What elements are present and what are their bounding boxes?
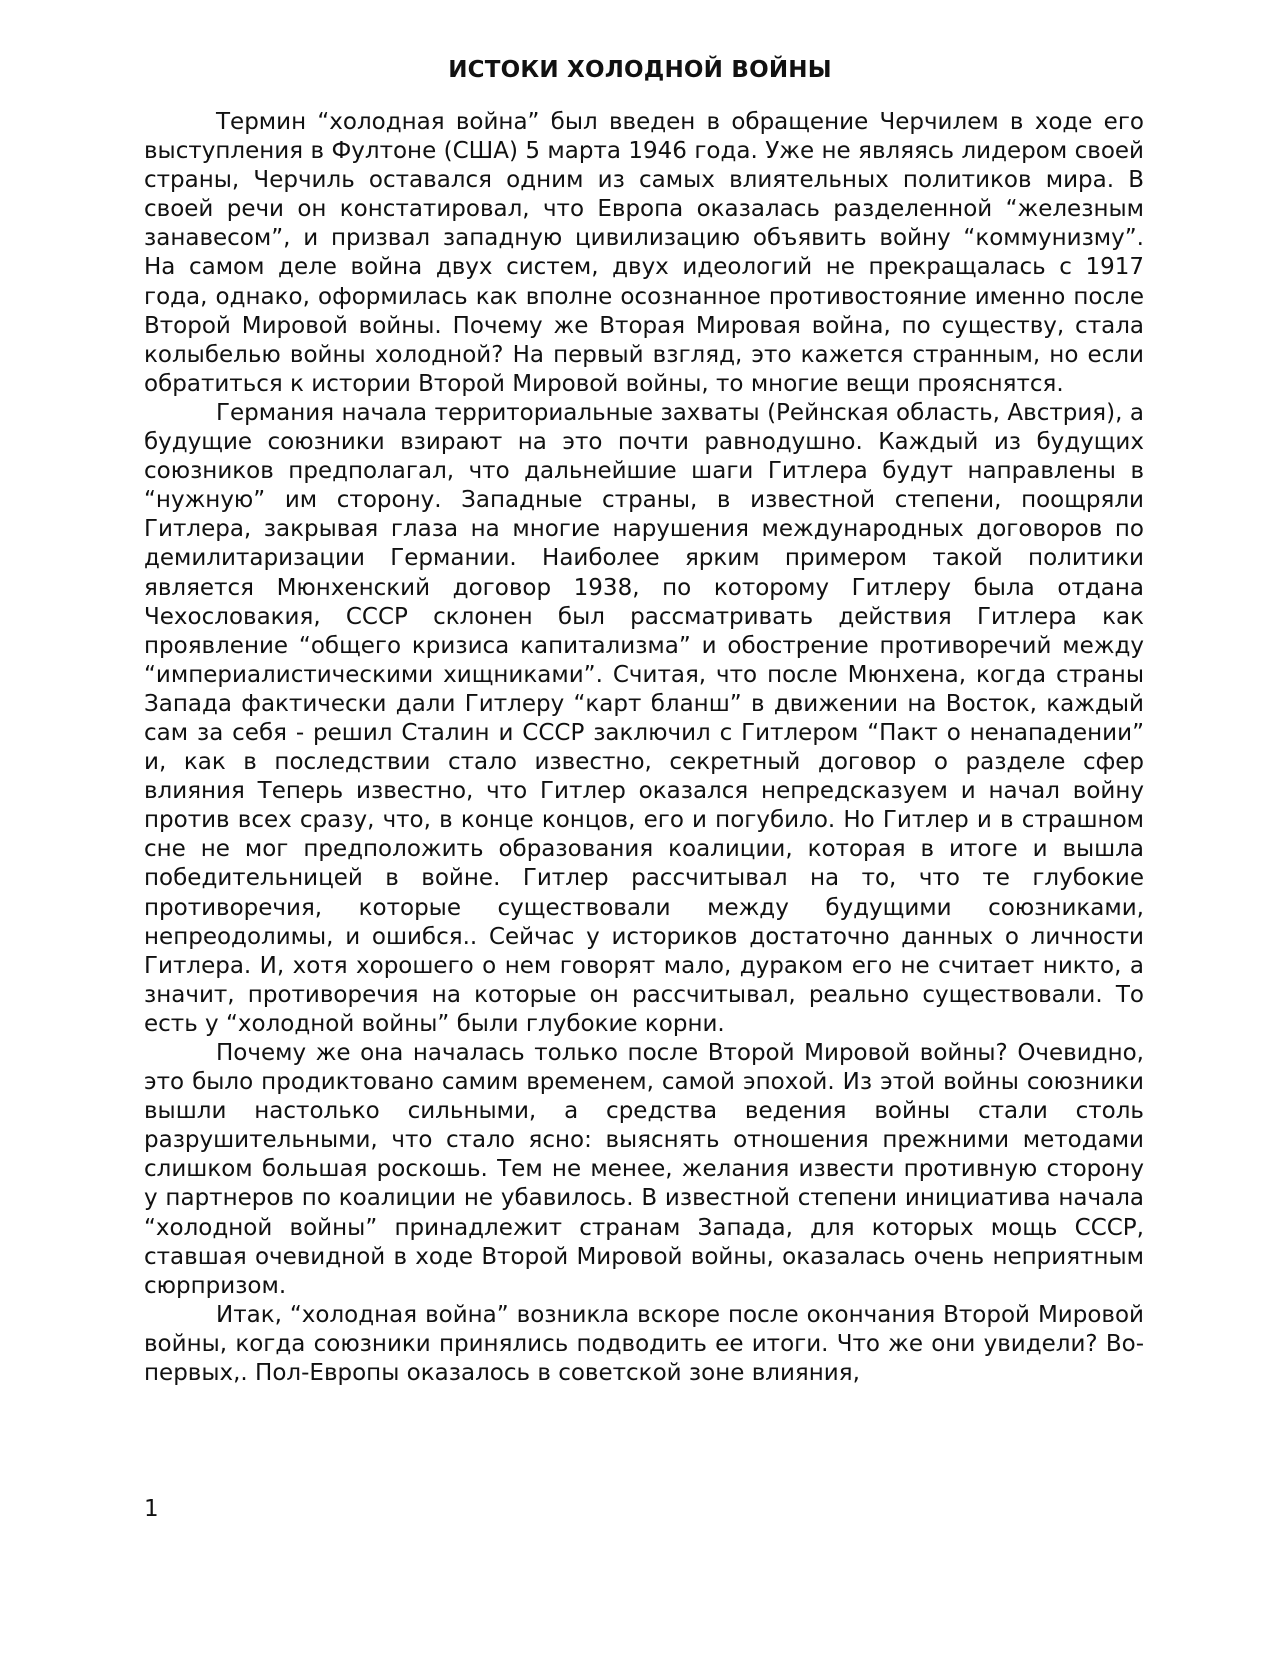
document-title: ИСТОКИ ХОЛОДНОЙ ВОЙНЫ bbox=[448, 57, 832, 83]
paragraph: Итак, “холодная война” возникла вскоре после окончания Второй Мировой войны, когда союзники принялись подводить ее итоги. Что же они увидели? Во-первых,. Пол-Европы оказалось в советской зоне влияния, bbox=[144, 1301, 1144, 1387]
document-body bbox=[144, 108, 1144, 1388]
page-number: 1 bbox=[144, 1496, 159, 1522]
paragraph: Почему же она началась только после Второй Мировой войны? Очевидно, это было продиктовано самим временем, самой эпохой. Из этой войны союзники вышли настолько сильными, а средства ведения войны стали столь разрушительными, что стало ясно: выяснять отношения прежними методами слишком большая роскошь. Тем не менее, желания извести противную сторону у партнеров по коалиции не убавилось. В известной степени инициатива начала “холодной войны” принадлежит странам Запада, для которых мощь СССР, ставшая очевидной в ходе Второй Мировой войны, оказалась очень неприятным сюрпризом. bbox=[144, 1040, 1144, 1299]
paragraph: Германия начала территориальные захваты (Рейнская область, Австрия), а будущие союзники взирают на это почти равнодушно. Каждый из будущих союзников предполагал, что дальнейшие шаги Гитлера будут направлены в “нужную” им сторону. Западные страны, в известной степени, поощряли Гитлера, закрывая глаза на многие нарушения международных договоров по демилитаризации Германии. Наиболее ярким примером такой политики является Мюнхенский договор 1938, по которому Гитлеру была отдана Чехословакия, СССР склонен был рассматривать действия Гитлера как проявление “общего кризиса капитализма” и обострение противоречий между “империалистическими хищниками”. Считая, что после Мюнхена, когда страны Запада фактически дали Гитлеру “карт бланш” в движении на Восток, каждый сам за себя - решил Сталин и СССР заключил с Гитлером “Пакт о ненападении” и, как в последствии стало известно, секретный договор о разделе сфер влияния Теперь известно, что Гитлер оказался непредсказуем и начал войну против всех сразу, что, в конце концов, его и погубило. Но Гитлер и в страшном сне не мог предположить образования коалиции, которая в итоге и вышла победительницей в войне. Гитлер рассчитывал на то, что те глубокие противоречия, которые существовали между будущими союзниками, непреодолимы, и ошибся.. Сейчас у историков достаточно данных о личности Гитлера. И, хотя хорошего о нем говорят мало, дураком его не считает никто, а значит, противоречия на которые он рассчитывал, реально существовали. То есть у “холодной войны” были глубокие корни. bbox=[144, 399, 1144, 1037]
paragraph: Термин “холодная война” был введен в обращение Черчилем в ходе его выступления в Фултоне (США) 5 марта 1946 года. Уже не являясь лидером своей страны, Черчиль оставался одним из самых влиятельных политиков мира. В своей речи он констатировал, что Европа оказалась разделенной “железным занавесом”, и призвал западную цивилизацию объявить войну “коммунизму”. На самом деле война двух систем, двух идеологий не прекращалась с 1917 года, однако, оформилась как вполне осознанное противостояние именно после Второй Мировой войны. Почему же Вторая Мировая война, по существу, стала колыбелью войны холодной? На первый взгляд, это кажется странным, но если обратиться к истории Второй Мировой войны, то многие вещи прояснятся. bbox=[144, 109, 1144, 397]
